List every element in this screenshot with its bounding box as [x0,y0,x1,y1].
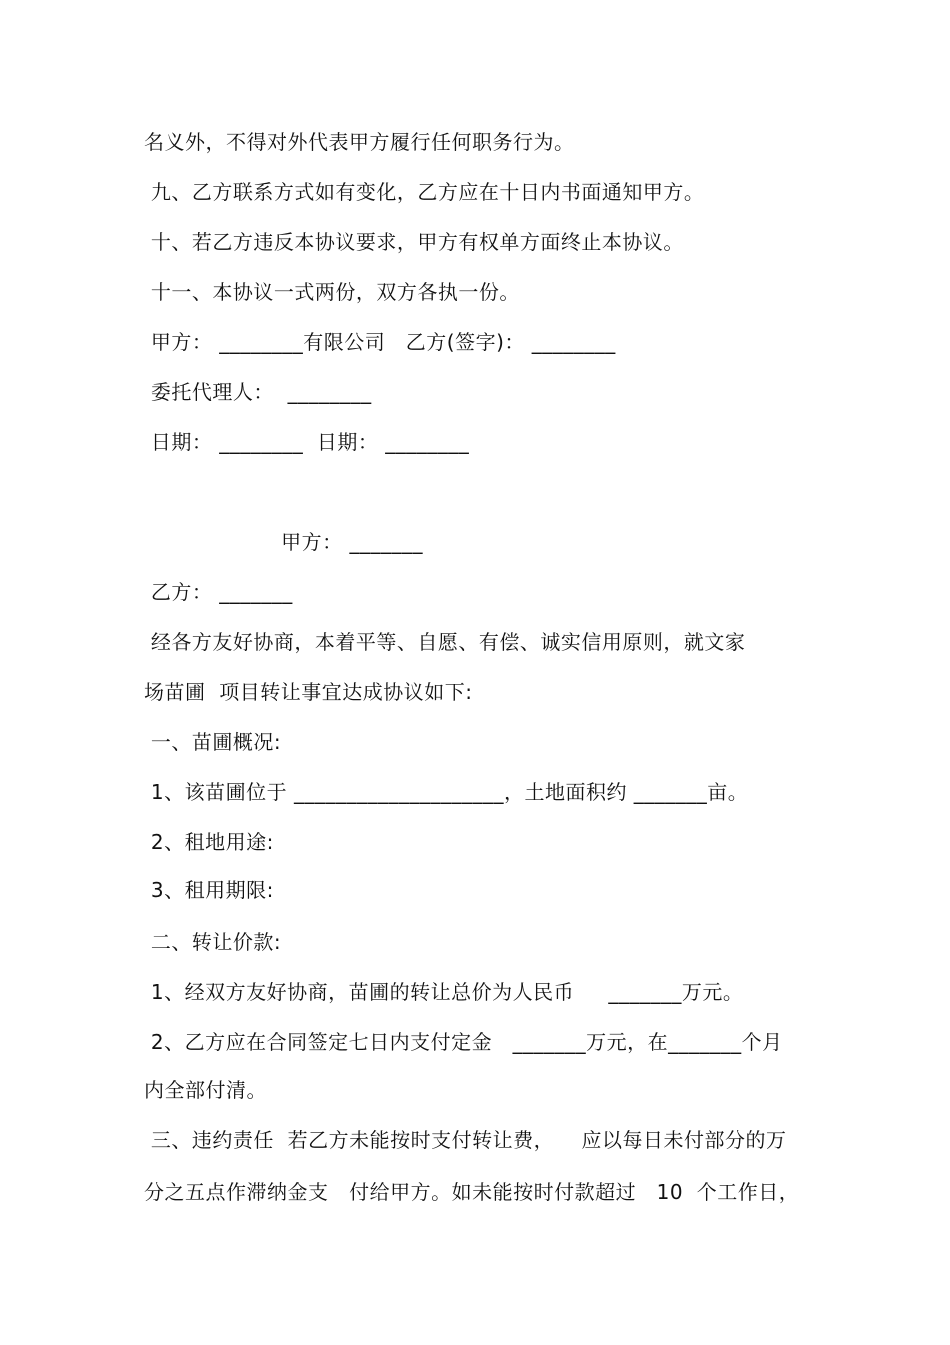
text-line: 1、经双方友好协商，苗圃的转让总价为人民币 _______万元。 [144,980,744,1004]
text-line: 2、乙方应在合同签定七日内支付定金 _______万元，在_______个月 [144,1030,783,1054]
text-line: 三、违约责任 若乙方未能按时支付转让费， 应以每日未付部分的万 [144,1128,787,1152]
text-line: 九、乙方联系方式如有变化，乙方应在十日内书面通知甲方。 [144,180,705,204]
text-line: 场苗圃 项目转让事宜达成协议如下: [144,680,473,704]
text-line: 名义外，不得对外代表甲方履行任何职务行为。 [144,130,575,154]
text-line: 分之五点作滞纳金支 付给甲方。如未能按时付款超过 10 个工作日， [144,1180,800,1204]
text-line: 经各方友好协商，本着平等、自愿、有偿、诚实信用原则，就文家 [144,630,746,654]
text-line: 2、租地用途: [144,830,274,854]
party-a-heading: 甲方： _______ [144,530,424,554]
section-heading: 一、苗圃概况: [144,730,282,754]
text-line: 1、该苗圃位于 ____________________，土地面积约 _______亩。 [144,780,749,804]
section-heading: 二、转让价款: [144,930,282,954]
text-line: 3、租用期限: [144,878,274,902]
party-b-heading: 乙方： _______ [144,580,293,604]
text-line: 内全部付清。 [144,1078,267,1102]
signature-line-dates: 日期： ________ 日期： ________ [144,430,470,454]
text-line: 十、若乙方违反本协议要求，甲方有权单方面终止本协议。 [144,230,684,254]
signature-line-agent: 委托代理人： ________ [144,380,372,404]
text-line: 十一、本协议一式两份，双方各执一份。 [144,280,520,304]
signature-line-party-a-b: 甲方： ________有限公司 乙方(签字)： ________ [144,330,616,354]
